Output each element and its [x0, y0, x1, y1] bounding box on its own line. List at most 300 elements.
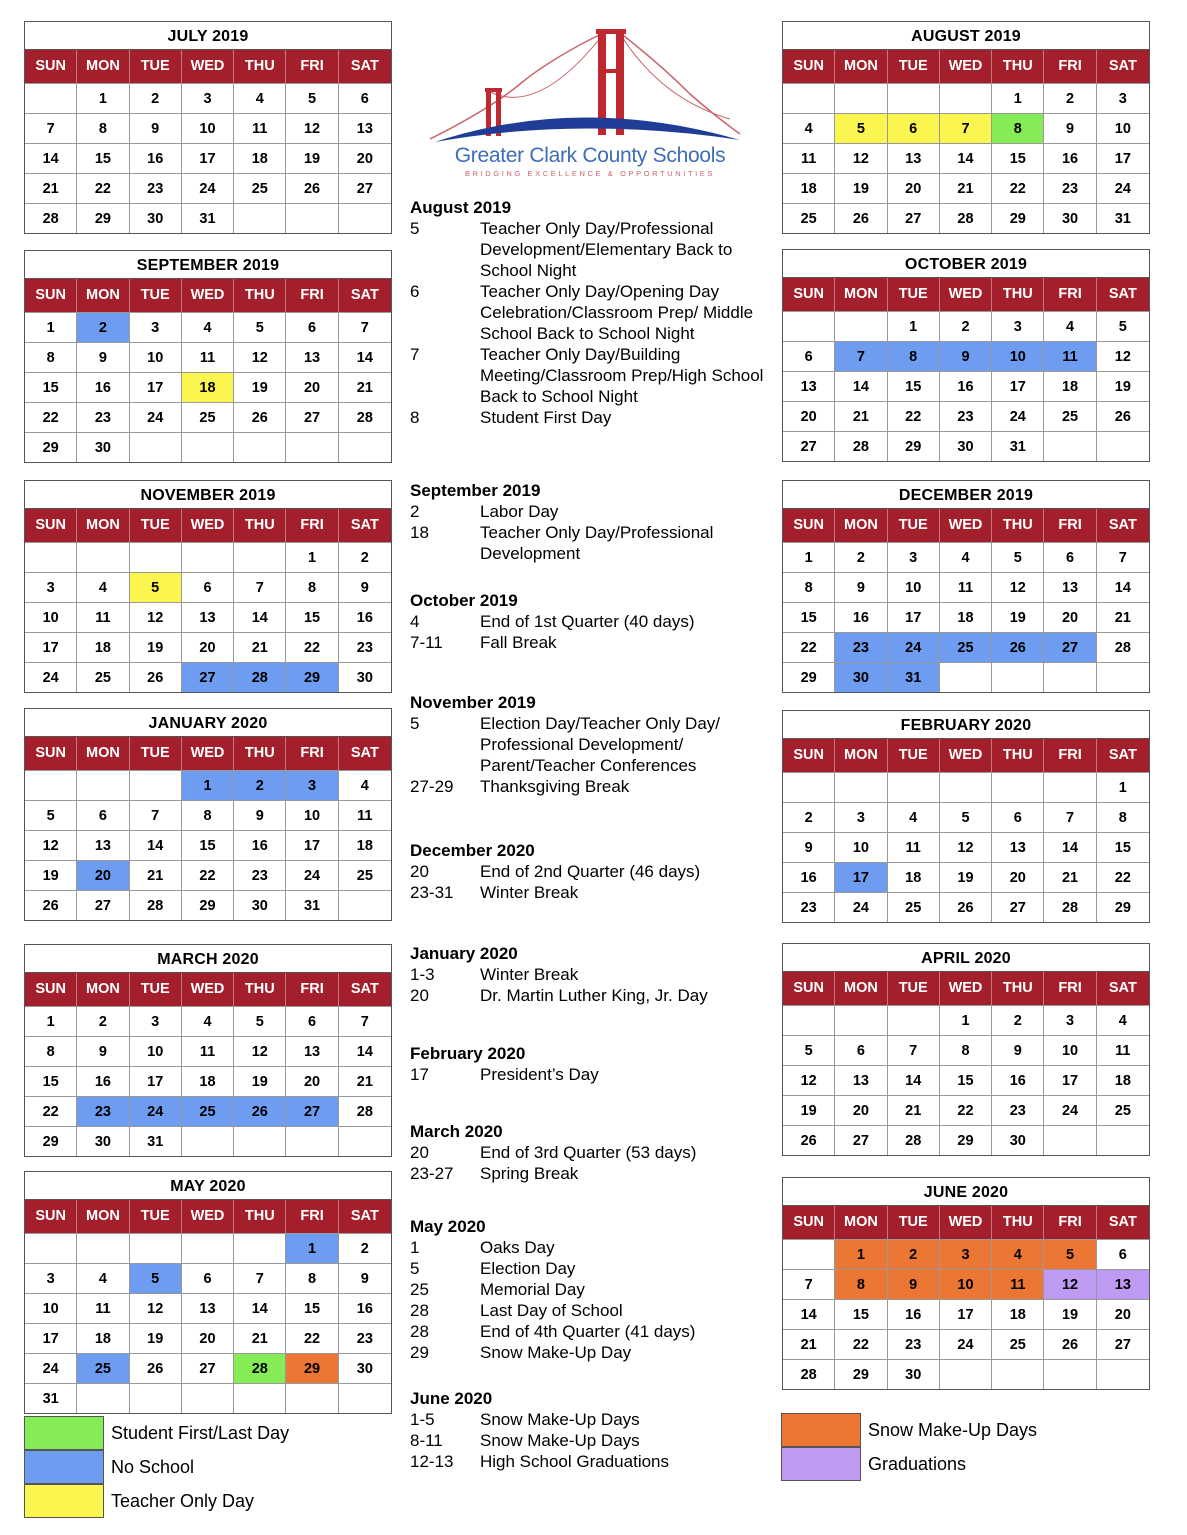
event-row: [410, 611, 770, 632]
calendar-day: 22: [1097, 862, 1149, 892]
calendar-day: 6: [888, 113, 940, 143]
calendar-empty-cell: [25, 770, 77, 800]
weekday-header: MON: [835, 50, 887, 83]
calendar-day: 19: [25, 860, 77, 890]
weekday-header: MON: [77, 737, 129, 770]
calendar-empty-cell: [1097, 662, 1149, 692]
calendar-day: 20: [339, 143, 391, 173]
calendar-day: 11: [339, 800, 391, 830]
weekday-header: WED: [940, 278, 992, 311]
calendar-day: 2: [234, 770, 286, 800]
calendar-day: 6: [1044, 542, 1096, 572]
calendar-day: 28: [234, 662, 286, 692]
calendar-month-title: JUNE 2020: [783, 1178, 1149, 1206]
event-description: Winter Break: [480, 965, 579, 984]
event-description: Fall Break: [480, 633, 557, 652]
calendar-empty-cell: [1044, 1125, 1096, 1155]
calendar-day: 10: [182, 113, 234, 143]
weekday-header: WED: [182, 279, 234, 312]
weekday-header: SAT: [1097, 739, 1149, 772]
weekday-header: THU: [992, 739, 1044, 772]
event-description: Snow Make-Up Days: [480, 1431, 640, 1450]
calendar-empty-cell: [77, 770, 129, 800]
calendar-day: 1: [286, 1233, 338, 1263]
calendar-day: 25: [182, 1096, 234, 1126]
calendar-day: 26: [1044, 1329, 1096, 1359]
event-date: 17: [410, 1065, 429, 1084]
weekday-header: SUN: [25, 509, 77, 542]
weekday-header: SUN: [25, 973, 77, 1006]
calendar-empty-cell: [835, 311, 887, 341]
calendar-month-title: AUGUST 2019: [783, 22, 1149, 50]
event-description: Student First Day: [480, 408, 612, 427]
weekday-header: TUE: [888, 509, 940, 542]
calendar-day: 26: [25, 890, 77, 920]
calendar-day: 16: [992, 1065, 1044, 1095]
weekday-header: THU: [992, 1206, 1044, 1239]
calendar-day: 20: [835, 1095, 887, 1125]
calendar-day: 17: [888, 602, 940, 632]
calendar-day: 1: [286, 542, 338, 572]
calendar-empty-cell: [182, 542, 234, 572]
event-description: Snow Make-Up Day: [480, 1343, 632, 1362]
calendar-empty-cell: [286, 1383, 338, 1413]
calendar-empty-cell: [339, 203, 391, 233]
event-description: High School Graduations: [480, 1452, 670, 1471]
calendar-empty-cell: [130, 770, 182, 800]
weekday-header: MON: [77, 509, 129, 542]
calendar-day: 21: [940, 173, 992, 203]
calendar-empty-cell: [130, 1383, 182, 1413]
calendar-day: 12: [25, 830, 77, 860]
logo-tagline: BRIDGING EXCELLENCE & OPPORTUNITIES: [464, 169, 716, 178]
calendar-day: 4: [783, 113, 835, 143]
calendar-day: 8: [182, 800, 234, 830]
calendar-day: 19: [234, 372, 286, 402]
event-description: Election Day/Teacher Only Day/ Professional Development/ Parent/Teacher Conferences: [480, 714, 720, 775]
weekday-header: WED: [940, 739, 992, 772]
calendar-empty-cell: [234, 203, 286, 233]
calendar-day: 22: [888, 401, 940, 431]
calendar-day: 1: [182, 770, 234, 800]
weekday-header: TUE: [130, 509, 182, 542]
weekday-header: MON: [77, 50, 129, 83]
calendar-day: 29: [992, 203, 1044, 233]
calendar-day: 31: [25, 1383, 77, 1413]
calendar-day: 1: [783, 542, 835, 572]
calendar-day: 15: [1097, 832, 1149, 862]
calendar-day: 4: [234, 83, 286, 113]
calendar-day: 14: [339, 1036, 391, 1066]
calendar-day: 15: [940, 1065, 992, 1095]
calendar-empty-cell: [1044, 772, 1096, 802]
event-row: [410, 1321, 770, 1342]
calendar-empty-cell: [286, 1126, 338, 1156]
calendar-day: 24: [25, 662, 77, 692]
calendar-day: 23: [339, 1323, 391, 1353]
calendar-january-2020: [24, 708, 392, 921]
event-description: Teacher Only Day/Opening Day Celebration/Classroom Prep/ Middle School Back to School Night: [480, 282, 754, 343]
events-group: [410, 692, 770, 797]
calendar-empty-cell: [992, 1359, 1044, 1389]
calendar-day: 28: [130, 890, 182, 920]
calendar-empty-cell: [1097, 431, 1149, 461]
calendar-day: 26: [992, 632, 1044, 662]
calendar-day: 27: [835, 1125, 887, 1155]
calendar-day: 22: [25, 402, 77, 432]
weekday-header: SUN: [783, 278, 835, 311]
calendar-day: 17: [25, 632, 77, 662]
event-date: 12-13: [410, 1452, 454, 1471]
calendar-day: 7: [888, 1035, 940, 1065]
calendar-day: 19: [1044, 1299, 1096, 1329]
calendar-day: 10: [130, 342, 182, 372]
event-description: Thanksgiving Break: [480, 777, 630, 796]
events-group: [410, 943, 770, 1006]
event-month-heading: August 2019: [410, 198, 512, 217]
calendar-day: 28: [339, 1096, 391, 1126]
calendar-day: 30: [339, 662, 391, 692]
event-date: 7: [410, 345, 420, 364]
event-date: 1: [410, 1238, 420, 1257]
event-description: Snow Make-Up Days: [480, 1410, 640, 1429]
calendar-empty-cell: [835, 1005, 887, 1035]
weekday-header: WED: [940, 509, 992, 542]
event-date: 6: [410, 282, 420, 301]
calendar-day: 12: [130, 1293, 182, 1323]
calendar-day: 11: [77, 1293, 129, 1323]
legend-swatch: [24, 1416, 104, 1450]
calendar-day: 26: [234, 1096, 286, 1126]
calendar-day: 24: [182, 173, 234, 203]
calendar-day: 11: [182, 342, 234, 372]
event-row: [410, 1142, 770, 1163]
calendar-day: 6: [783, 341, 835, 371]
calendar-day: 18: [182, 1066, 234, 1096]
calendar-day: 9: [783, 832, 835, 862]
legend-label: Graduations: [868, 1453, 967, 1474]
calendar-day: 6: [77, 800, 129, 830]
calendar-day: 5: [835, 113, 887, 143]
legend-teacher-only-day: [24, 1484, 254, 1518]
calendar-day: 9: [77, 342, 129, 372]
calendar-day: 9: [339, 572, 391, 602]
weekday-header: THU: [234, 1200, 286, 1233]
event-month-heading: September 2019: [410, 481, 541, 500]
calendar-day: 24: [1097, 173, 1149, 203]
weekday-header: SUN: [25, 1200, 77, 1233]
event-description: Teacher Only Day/Professional Development/Elementary Back to School Night: [480, 219, 733, 280]
calendar-day: 16: [940, 371, 992, 401]
calendar-day: 8: [286, 1263, 338, 1293]
calendar-day: 1: [1097, 772, 1149, 802]
calendar-day: 13: [1097, 1269, 1149, 1299]
event-row: [410, 1064, 770, 1085]
calendar-day: 20: [286, 1066, 338, 1096]
calendar-day: 21: [339, 372, 391, 402]
calendar-day: 11: [940, 572, 992, 602]
calendar-day: 20: [1044, 602, 1096, 632]
event-date: 1-3: [410, 965, 435, 984]
calendar-day: 8: [940, 1035, 992, 1065]
calendar-day: 15: [25, 1066, 77, 1096]
calendar-day: 7: [25, 113, 77, 143]
calendar-empty-cell: [234, 542, 286, 572]
calendar-day: 1: [25, 1006, 77, 1036]
calendar-grid: [25, 1200, 391, 1413]
calendar-day: 26: [286, 173, 338, 203]
calendar-day: 26: [130, 1353, 182, 1383]
calendar-empty-cell: [940, 83, 992, 113]
calendar-day: 18: [182, 372, 234, 402]
calendar-day: 10: [25, 1293, 77, 1323]
calendar-day: 15: [77, 143, 129, 173]
calendar-day: 4: [940, 542, 992, 572]
calendar-empty-cell: [286, 203, 338, 233]
calendar-day: 9: [339, 1263, 391, 1293]
calendar-day: 14: [888, 1065, 940, 1095]
events-group: [410, 590, 770, 653]
event-row: [410, 501, 770, 522]
calendar-day: 13: [992, 832, 1044, 862]
event-month-heading: March 2020: [410, 1122, 503, 1141]
legend-snow-make-up-days: [781, 1413, 1037, 1447]
calendar-day: 23: [992, 1095, 1044, 1125]
event-month-heading: January 2020: [410, 944, 518, 963]
calendar-empty-cell: [286, 432, 338, 462]
calendar-empty-cell: [1097, 1125, 1149, 1155]
calendar-day: 21: [339, 1066, 391, 1096]
calendar-day: 13: [835, 1065, 887, 1095]
event-row: [410, 882, 770, 903]
event-row: [410, 776, 770, 797]
calendar-month-title: SEPTEMBER 2019: [25, 251, 391, 279]
calendar-day: 4: [1097, 1005, 1149, 1035]
calendar-day: 5: [25, 800, 77, 830]
calendar-day: 19: [783, 1095, 835, 1125]
calendar-day: 9: [940, 341, 992, 371]
calendar-day: 27: [992, 892, 1044, 922]
calendar-day: 31: [992, 431, 1044, 461]
calendar-day: 21: [888, 1095, 940, 1125]
calendar-day: 6: [182, 1263, 234, 1293]
calendar-day: 14: [1097, 572, 1149, 602]
calendar-day: 10: [835, 832, 887, 862]
calendar-day: 6: [286, 1006, 338, 1036]
weekday-header: THU: [992, 972, 1044, 1005]
weekday-header: SAT: [1097, 278, 1149, 311]
calendar-day: 30: [1044, 203, 1096, 233]
weekday-header: TUE: [130, 279, 182, 312]
calendar-day: 29: [940, 1125, 992, 1155]
calendar-day: 5: [992, 542, 1044, 572]
calendar-day: 10: [992, 341, 1044, 371]
calendar-empty-cell: [234, 432, 286, 462]
event-description: Memorial Day: [480, 1280, 585, 1299]
calendar-grid: [25, 973, 391, 1156]
calendar-day: 18: [77, 1323, 129, 1353]
calendar-day: 12: [835, 143, 887, 173]
weekday-header: SAT: [339, 50, 391, 83]
weekday-header: FRI: [286, 279, 338, 312]
calendar-day: 6: [286, 312, 338, 342]
calendar-day: 7: [339, 312, 391, 342]
calendar-day: 6: [992, 802, 1044, 832]
calendar-day: 2: [77, 1006, 129, 1036]
calendar-empty-cell: [835, 83, 887, 113]
event-description: Election Day: [480, 1259, 576, 1278]
events-group: [410, 840, 770, 903]
event-description: End of 1st Quarter (40 days): [480, 612, 695, 631]
calendar-grid: [783, 278, 1149, 461]
calendar-day: 11: [783, 143, 835, 173]
calendar-day: 6: [835, 1035, 887, 1065]
calendar-day: 12: [1097, 341, 1149, 371]
calendar-day: 3: [1097, 83, 1149, 113]
calendar-day: 4: [182, 1006, 234, 1036]
calendar-day: 12: [234, 1036, 286, 1066]
calendar-day: 2: [130, 83, 182, 113]
event-row: [410, 1258, 770, 1279]
calendar-day: 25: [888, 892, 940, 922]
calendar-day: 3: [25, 1263, 77, 1293]
weekday-header: MON: [835, 509, 887, 542]
calendar-day: 11: [992, 1269, 1044, 1299]
calendar-february-2020: [782, 710, 1150, 923]
calendar-day: 29: [25, 1126, 77, 1156]
calendar-day: 29: [1097, 892, 1149, 922]
calendar-day: 23: [77, 402, 129, 432]
calendar-day: 30: [234, 890, 286, 920]
event-description: Spring Break: [480, 1164, 579, 1183]
calendar-day: 5: [1097, 311, 1149, 341]
calendar-day: 12: [940, 832, 992, 862]
calendar-day: 24: [835, 892, 887, 922]
calendar-day: 25: [1097, 1095, 1149, 1125]
calendar-empty-cell: [783, 1239, 835, 1269]
calendar-day: 22: [940, 1095, 992, 1125]
calendar-day: 1: [940, 1005, 992, 1035]
calendar-day: 8: [888, 341, 940, 371]
weekday-header: THU: [234, 279, 286, 312]
weekday-header: TUE: [888, 972, 940, 1005]
weekday-header: SAT: [339, 279, 391, 312]
calendar-day: 17: [286, 830, 338, 860]
weekday-header: FRI: [286, 509, 338, 542]
calendar-day: 20: [992, 862, 1044, 892]
calendar-month-title: MARCH 2020: [25, 945, 391, 973]
weekday-header: MON: [77, 1200, 129, 1233]
event-date: 5: [410, 714, 420, 733]
calendar-day: 15: [182, 830, 234, 860]
calendar-day: 20: [1097, 1299, 1149, 1329]
calendar-day: 26: [783, 1125, 835, 1155]
calendar-day: 10: [286, 800, 338, 830]
calendar-day: 6: [1097, 1239, 1149, 1269]
calendar-day: 5: [234, 312, 286, 342]
calendar-day: 6: [182, 572, 234, 602]
calendar-day: 8: [992, 113, 1044, 143]
calendar-day: 28: [339, 402, 391, 432]
calendar-grid: [783, 1206, 1149, 1389]
calendar-day: 11: [1044, 341, 1096, 371]
weekday-header: MON: [835, 739, 887, 772]
legend-label: No School: [111, 1456, 195, 1477]
weekday-header: WED: [940, 1206, 992, 1239]
calendar-day: 30: [940, 431, 992, 461]
calendar-november-2019: [24, 480, 392, 693]
calendar-day: 28: [1097, 632, 1149, 662]
weekday-header: TUE: [888, 50, 940, 83]
calendar-day: 10: [25, 602, 77, 632]
calendar-day: 4: [339, 770, 391, 800]
event-date: 2: [410, 502, 420, 521]
calendar-day: 25: [234, 173, 286, 203]
calendar-day: 15: [783, 602, 835, 632]
calendar-empty-cell: [130, 1233, 182, 1263]
event-row: [410, 281, 770, 344]
calendar-day: 15: [835, 1299, 887, 1329]
calendar-day: 7: [130, 800, 182, 830]
calendar-day: 5: [783, 1035, 835, 1065]
weekday-header: THU: [992, 50, 1044, 83]
calendar-day: 10: [1044, 1035, 1096, 1065]
calendar-day: 27: [1097, 1329, 1149, 1359]
weekday-header: THU: [234, 50, 286, 83]
calendar-day: 26: [835, 203, 887, 233]
bridge-logo-icon: [430, 24, 750, 144]
calendar-day: 29: [182, 890, 234, 920]
calendar-day: 16: [339, 1293, 391, 1323]
event-row: [410, 985, 770, 1006]
calendar-empty-cell: [888, 1005, 940, 1035]
calendar-day: 1: [25, 312, 77, 342]
calendar-empty-cell: [182, 432, 234, 462]
calendar-empty-cell: [992, 662, 1044, 692]
calendar-day: 28: [25, 203, 77, 233]
calendar-day: 1: [835, 1239, 887, 1269]
weekday-header: THU: [234, 737, 286, 770]
calendar-day: 25: [940, 632, 992, 662]
calendar-month-title: JANUARY 2020: [25, 709, 391, 737]
calendar-june-2020: [782, 1177, 1150, 1390]
event-date: 8-11: [410, 1431, 443, 1450]
weekday-header: SUN: [783, 972, 835, 1005]
calendar-day: 27: [182, 1353, 234, 1383]
event-date: 5: [410, 219, 420, 238]
calendar-day: 5: [940, 802, 992, 832]
calendar-day: 27: [783, 431, 835, 461]
weekday-header: SAT: [339, 1200, 391, 1233]
calendar-day: 16: [77, 1066, 129, 1096]
calendar-day: 8: [1097, 802, 1149, 832]
calendar-day: 18: [234, 143, 286, 173]
calendar-day: 17: [25, 1323, 77, 1353]
calendar-day: 15: [25, 372, 77, 402]
calendar-day: 23: [1044, 173, 1096, 203]
calendar-day: 21: [783, 1329, 835, 1359]
calendar-day: 16: [888, 1299, 940, 1329]
weekday-header: SAT: [1097, 1206, 1149, 1239]
calendar-day: 30: [339, 1353, 391, 1383]
calendar-empty-cell: [77, 542, 129, 572]
calendar-day: 12: [234, 342, 286, 372]
calendar-day: 3: [286, 770, 338, 800]
weekday-header: FRI: [1044, 278, 1096, 311]
calendar-empty-cell: [182, 1126, 234, 1156]
event-description: Dr. Martin Luther King, Jr. Day: [480, 986, 708, 1005]
calendar-day: 27: [888, 203, 940, 233]
